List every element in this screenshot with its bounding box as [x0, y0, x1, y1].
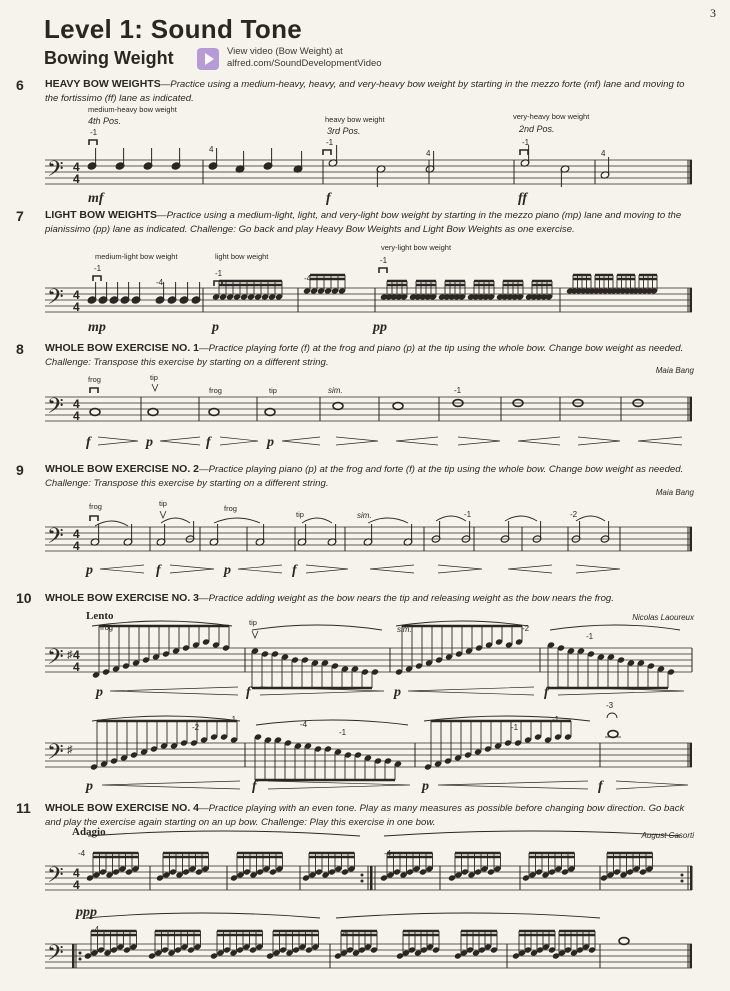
- exercise-number: 7: [16, 208, 24, 224]
- fingering: -2: [570, 510, 578, 519]
- time-signature: 4: [73, 409, 80, 423]
- fingering: -1: [94, 264, 102, 273]
- exercise-title: LIGHT BOW WEIGHTS: [45, 209, 157, 221]
- fingering: -1: [586, 632, 594, 641]
- slur: [86, 913, 320, 918]
- crescendo-hairpin: [638, 437, 682, 445]
- final-barline: [690, 288, 693, 312]
- fingering: -1: [326, 138, 334, 147]
- key-signature-sharp: ♯: [67, 744, 73, 756]
- fingering: -1: [552, 715, 560, 724]
- slur: [214, 518, 260, 523]
- dynamic-marking: pp: [373, 320, 387, 335]
- composer: Nicolas Laoureux: [632, 613, 694, 622]
- repeat-dot: [681, 880, 684, 883]
- dynamic-marking: p: [224, 563, 231, 578]
- decrescendo-hairpin: [616, 781, 688, 789]
- crescendo-hairpin: [408, 687, 534, 695]
- fingering: -1: [464, 510, 472, 519]
- decrescendo-hairpin: [306, 565, 348, 573]
- time-signature: 4: [73, 397, 80, 411]
- fingering: -4: [340, 929, 348, 938]
- position-marking: 3rd Pos.: [327, 126, 361, 136]
- whole-note: [333, 403, 343, 410]
- page-number: 3: [710, 6, 716, 20]
- bass-clef-icon: 𝄢: [47, 524, 64, 554]
- bow-weight-label: heavy bow weight: [325, 115, 385, 124]
- repeat-barline: [370, 866, 373, 890]
- exercise-description: —Practice playing with an even tone. Play as many measures as possible before changing bow direction. Go back and play the exercise again starting on an up bow. Challenge: Play this exercise in one bow.: [45, 803, 685, 828]
- slur: [436, 516, 466, 521]
- slur: [576, 516, 605, 521]
- fingering: -4: [92, 925, 100, 934]
- dynamic-marking: f: [246, 685, 251, 700]
- slur: [256, 720, 408, 725]
- simile-marking: sim.: [357, 511, 372, 520]
- bow-weight-label: very-light bow weight: [381, 243, 452, 252]
- crescendo-hairpin: [282, 437, 320, 445]
- repeat-dot: [79, 952, 82, 955]
- down-bow-icon: [323, 150, 331, 155]
- down-bow-icon: [89, 140, 97, 145]
- up-bow-icon: [160, 511, 166, 518]
- dynamic-marking: f: [544, 685, 549, 700]
- time-signature: 4: [73, 866, 80, 880]
- bow-position-label: frog: [89, 502, 102, 511]
- whole-note: [148, 409, 158, 416]
- dynamic-marking: f: [292, 563, 297, 578]
- down-bow-icon: [379, 268, 387, 273]
- fingering: -2: [522, 624, 530, 633]
- bass-clef-icon: 𝄢: [47, 157, 64, 187]
- bass-clef-icon: 𝄢: [47, 285, 64, 315]
- repeat-dot: [79, 958, 82, 961]
- final-barline: [690, 743, 693, 767]
- fingering: -1: [454, 386, 462, 395]
- slur: [252, 625, 382, 630]
- fingering: -1: [511, 723, 519, 732]
- repeat-dot: [361, 880, 364, 883]
- down-bow-icon: [520, 150, 528, 155]
- page-title: Level 1: Sound Tone: [44, 14, 303, 44]
- fingering: -1: [522, 138, 530, 147]
- crescendo-hairpin: [160, 437, 200, 445]
- simile-marking: sim.: [328, 386, 343, 395]
- exercise-description: —Practice playing piano (p) at the frog and forte (f) at the tip using the whole bow. Change bow weight as needed. Challenge: Transpose this exercise by starting on a different string.: [45, 464, 684, 489]
- decrescendo-hairpin: [170, 565, 214, 573]
- final-barline: [690, 944, 693, 968]
- crescendo-hairpin: [508, 565, 552, 573]
- bass-clef-icon: 𝄢: [47, 645, 64, 675]
- bass-clef-icon: 𝄢: [47, 863, 64, 893]
- repeat-dot: [681, 874, 684, 877]
- video-line-1: View video (Bow Weight) at: [227, 46, 343, 57]
- dynamic-marking: p: [146, 435, 153, 450]
- tempo-marking: Adagio: [72, 826, 106, 838]
- dynamic-marking: ppp: [76, 905, 97, 920]
- exercise-title: WHOLE BOW EXERCISE NO. 3: [45, 592, 200, 604]
- dynamic-marking: p: [267, 435, 274, 450]
- fingering: -3: [606, 701, 614, 710]
- slur: [336, 913, 600, 918]
- fingering: -1: [339, 728, 347, 737]
- crescendo-hairpin: [100, 565, 144, 573]
- crescendo-hairpin: [396, 437, 438, 445]
- slur: [384, 831, 680, 836]
- time-signature: 4: [73, 172, 80, 186]
- fingering: -4: [300, 720, 308, 729]
- fingering: 4: [426, 149, 431, 158]
- dynamic-marking: p: [86, 563, 93, 578]
- dynamic-marking: ff: [518, 191, 528, 206]
- slur: [505, 516, 537, 521]
- slur: [161, 518, 190, 523]
- slur: [88, 831, 360, 836]
- final-barline: [690, 527, 693, 551]
- exercise-title: WHOLE BOW EXERCISE NO. 1: [45, 342, 200, 354]
- dynamic-marking: mp: [88, 320, 106, 335]
- repeat-barline: [690, 866, 693, 890]
- position-marking: 4th Pos.: [88, 116, 122, 126]
- time-signature: 4: [73, 648, 80, 662]
- down-bow-icon: [90, 516, 98, 521]
- up-bow-icon: [252, 631, 258, 638]
- bass-clef-icon: 𝄢: [47, 941, 64, 971]
- exercise-number: 9: [16, 462, 24, 478]
- bow-weight-label: medium-heavy bow weight: [88, 105, 177, 114]
- fingering: -4: [156, 278, 164, 287]
- repeat-barline: [72, 944, 75, 968]
- decrescendo-hairpin: [98, 437, 138, 445]
- dynamic-marking: p: [96, 685, 103, 700]
- whole-note: [619, 938, 629, 945]
- slur: [302, 518, 332, 523]
- time-signature: 4: [73, 160, 80, 174]
- slur: [368, 518, 408, 523]
- fingering: -1: [380, 256, 388, 265]
- fingering: 4: [601, 149, 606, 158]
- decrescendo-hairpin: [336, 437, 378, 445]
- bow-position-label: tip: [150, 373, 158, 382]
- composer: Maia Bang: [655, 488, 694, 497]
- fingering: -1: [90, 128, 98, 137]
- exercise-description: —Practice using a medium-light, light, and very-light bow weight by starting in the mezzo piano (mp) lane and moving to the pianissimo (pp) lane as indicated. Challenge: Go back and play Heavy Bow Weights and Light Bow Weights as one exercise.: [45, 210, 682, 235]
- bow-position-label: frog: [224, 504, 237, 513]
- decrescendo-hairpin: [576, 565, 620, 573]
- bow-position-label: tip: [269, 386, 277, 395]
- time-signature: 4: [73, 539, 80, 553]
- video-line-2: alfred.com/SoundDevelopmentVideo: [227, 58, 382, 69]
- exercise-description: —Practice playing forte (f) at the frog and piano (p) at the tip using the whole bow. Change bow weight as needed. Challenge: Transpose this exercise by starting on a different string.: [45, 343, 684, 368]
- whole-note: [90, 409, 100, 416]
- time-signature: 4: [73, 300, 80, 314]
- simile-marking: sim.: [397, 625, 412, 634]
- bow-position-label: frog: [100, 623, 113, 632]
- composer: Maia Bang: [655, 366, 694, 375]
- slur: [550, 625, 680, 630]
- dynamic-marking: mf: [88, 191, 104, 206]
- crescendo-hairpin: [102, 781, 240, 789]
- dynamic-marking: f: [326, 191, 331, 206]
- exercise-number: 11: [16, 800, 31, 816]
- dynamic-marking: f: [598, 779, 603, 794]
- fingering: -1: [229, 715, 237, 724]
- whole-note: [265, 409, 275, 416]
- whole-note: [608, 731, 618, 738]
- bow-weight-label: very-heavy bow weight: [513, 112, 590, 121]
- down-bow-icon: [90, 388, 98, 393]
- final-barline: [690, 160, 693, 184]
- fingering: -4: [78, 849, 86, 858]
- exercise-number: 8: [16, 341, 24, 357]
- crescendo-hairpin: [238, 565, 282, 573]
- key-signature-sharp: ♯: [67, 649, 73, 661]
- harmonic-icon: [607, 713, 617, 718]
- fingering: -4: [384, 849, 392, 858]
- decrescendo-hairpin: [220, 437, 258, 445]
- bass-clef-icon: 𝄢: [47, 740, 64, 770]
- fingering: 4: [209, 145, 214, 154]
- exercise-title: HEAVY BOW WEIGHTS: [45, 78, 161, 90]
- dynamic-marking: f: [156, 563, 161, 578]
- repeat-dot: [361, 874, 364, 877]
- dynamic-marking: p: [212, 320, 219, 335]
- crescendo-hairpin: [518, 437, 560, 445]
- dynamic-marking: p: [86, 779, 93, 794]
- dynamic-marking: p: [394, 685, 401, 700]
- exercise-title: WHOLE BOW EXERCISE NO. 4: [45, 802, 200, 814]
- decrescendo-hairpin: [268, 781, 410, 789]
- exercise-description: —Practice using a medium-heavy, heavy, and very-heavy bow weight by starting in the mezzo forte (mf) lane and moving to the fortissimo (ff) lane as indicated.: [45, 79, 685, 104]
- bass-clef-icon: 𝄢: [47, 394, 64, 424]
- time-signature: 4: [73, 878, 80, 892]
- exercise-title: WHOLE BOW EXERCISE NO. 2: [45, 463, 200, 475]
- position-marking: 2nd Pos.: [519, 124, 555, 134]
- fingering: -1: [215, 269, 223, 278]
- exercise-description: —Practice adding weight as the bow nears the tip and releasing weight as the bow nears the frog.: [199, 593, 614, 604]
- decrescendo-hairpin: [438, 565, 482, 573]
- exercise-number: 10: [16, 590, 32, 606]
- down-bow-icon: [93, 276, 101, 281]
- crescendo-hairpin: [438, 781, 588, 789]
- decrescendo-hairpin: [578, 437, 620, 445]
- bow-position-label: frog: [88, 375, 101, 384]
- slur: [95, 521, 128, 526]
- time-signature: 4: [73, 660, 80, 674]
- composer: August Casorti: [641, 831, 694, 840]
- crescendo-hairpin: [370, 565, 414, 573]
- up-bow-icon: [152, 384, 158, 391]
- section-subtitle: Bowing Weight: [44, 48, 174, 68]
- bow-weight-label: light bow weight: [215, 252, 269, 261]
- fingering: -4: [304, 274, 312, 283]
- time-signature: 4: [73, 527, 80, 541]
- exercise-number: 6: [16, 77, 24, 93]
- whole-note: [209, 409, 219, 416]
- crescendo-hairpin: [110, 687, 238, 695]
- bow-weight-label: medium-light bow weight: [95, 252, 178, 261]
- bow-position-label: tip: [249, 618, 257, 627]
- bow-position-label: tip: [296, 510, 304, 519]
- bow-position-label: frog: [209, 386, 222, 395]
- dynamic-marking: f: [206, 435, 211, 450]
- dynamic-marking: f: [86, 435, 91, 450]
- whole-note: [393, 403, 403, 410]
- dynamic-marking: p: [422, 779, 429, 794]
- decrescendo-hairpin: [458, 437, 500, 445]
- final-barline: [690, 397, 693, 421]
- bow-position-label: tip: [159, 499, 167, 508]
- dynamic-marking: f: [252, 779, 257, 794]
- tempo-marking: Lento: [86, 610, 114, 622]
- fingering: -2: [192, 723, 200, 732]
- time-signature: 4: [73, 288, 80, 302]
